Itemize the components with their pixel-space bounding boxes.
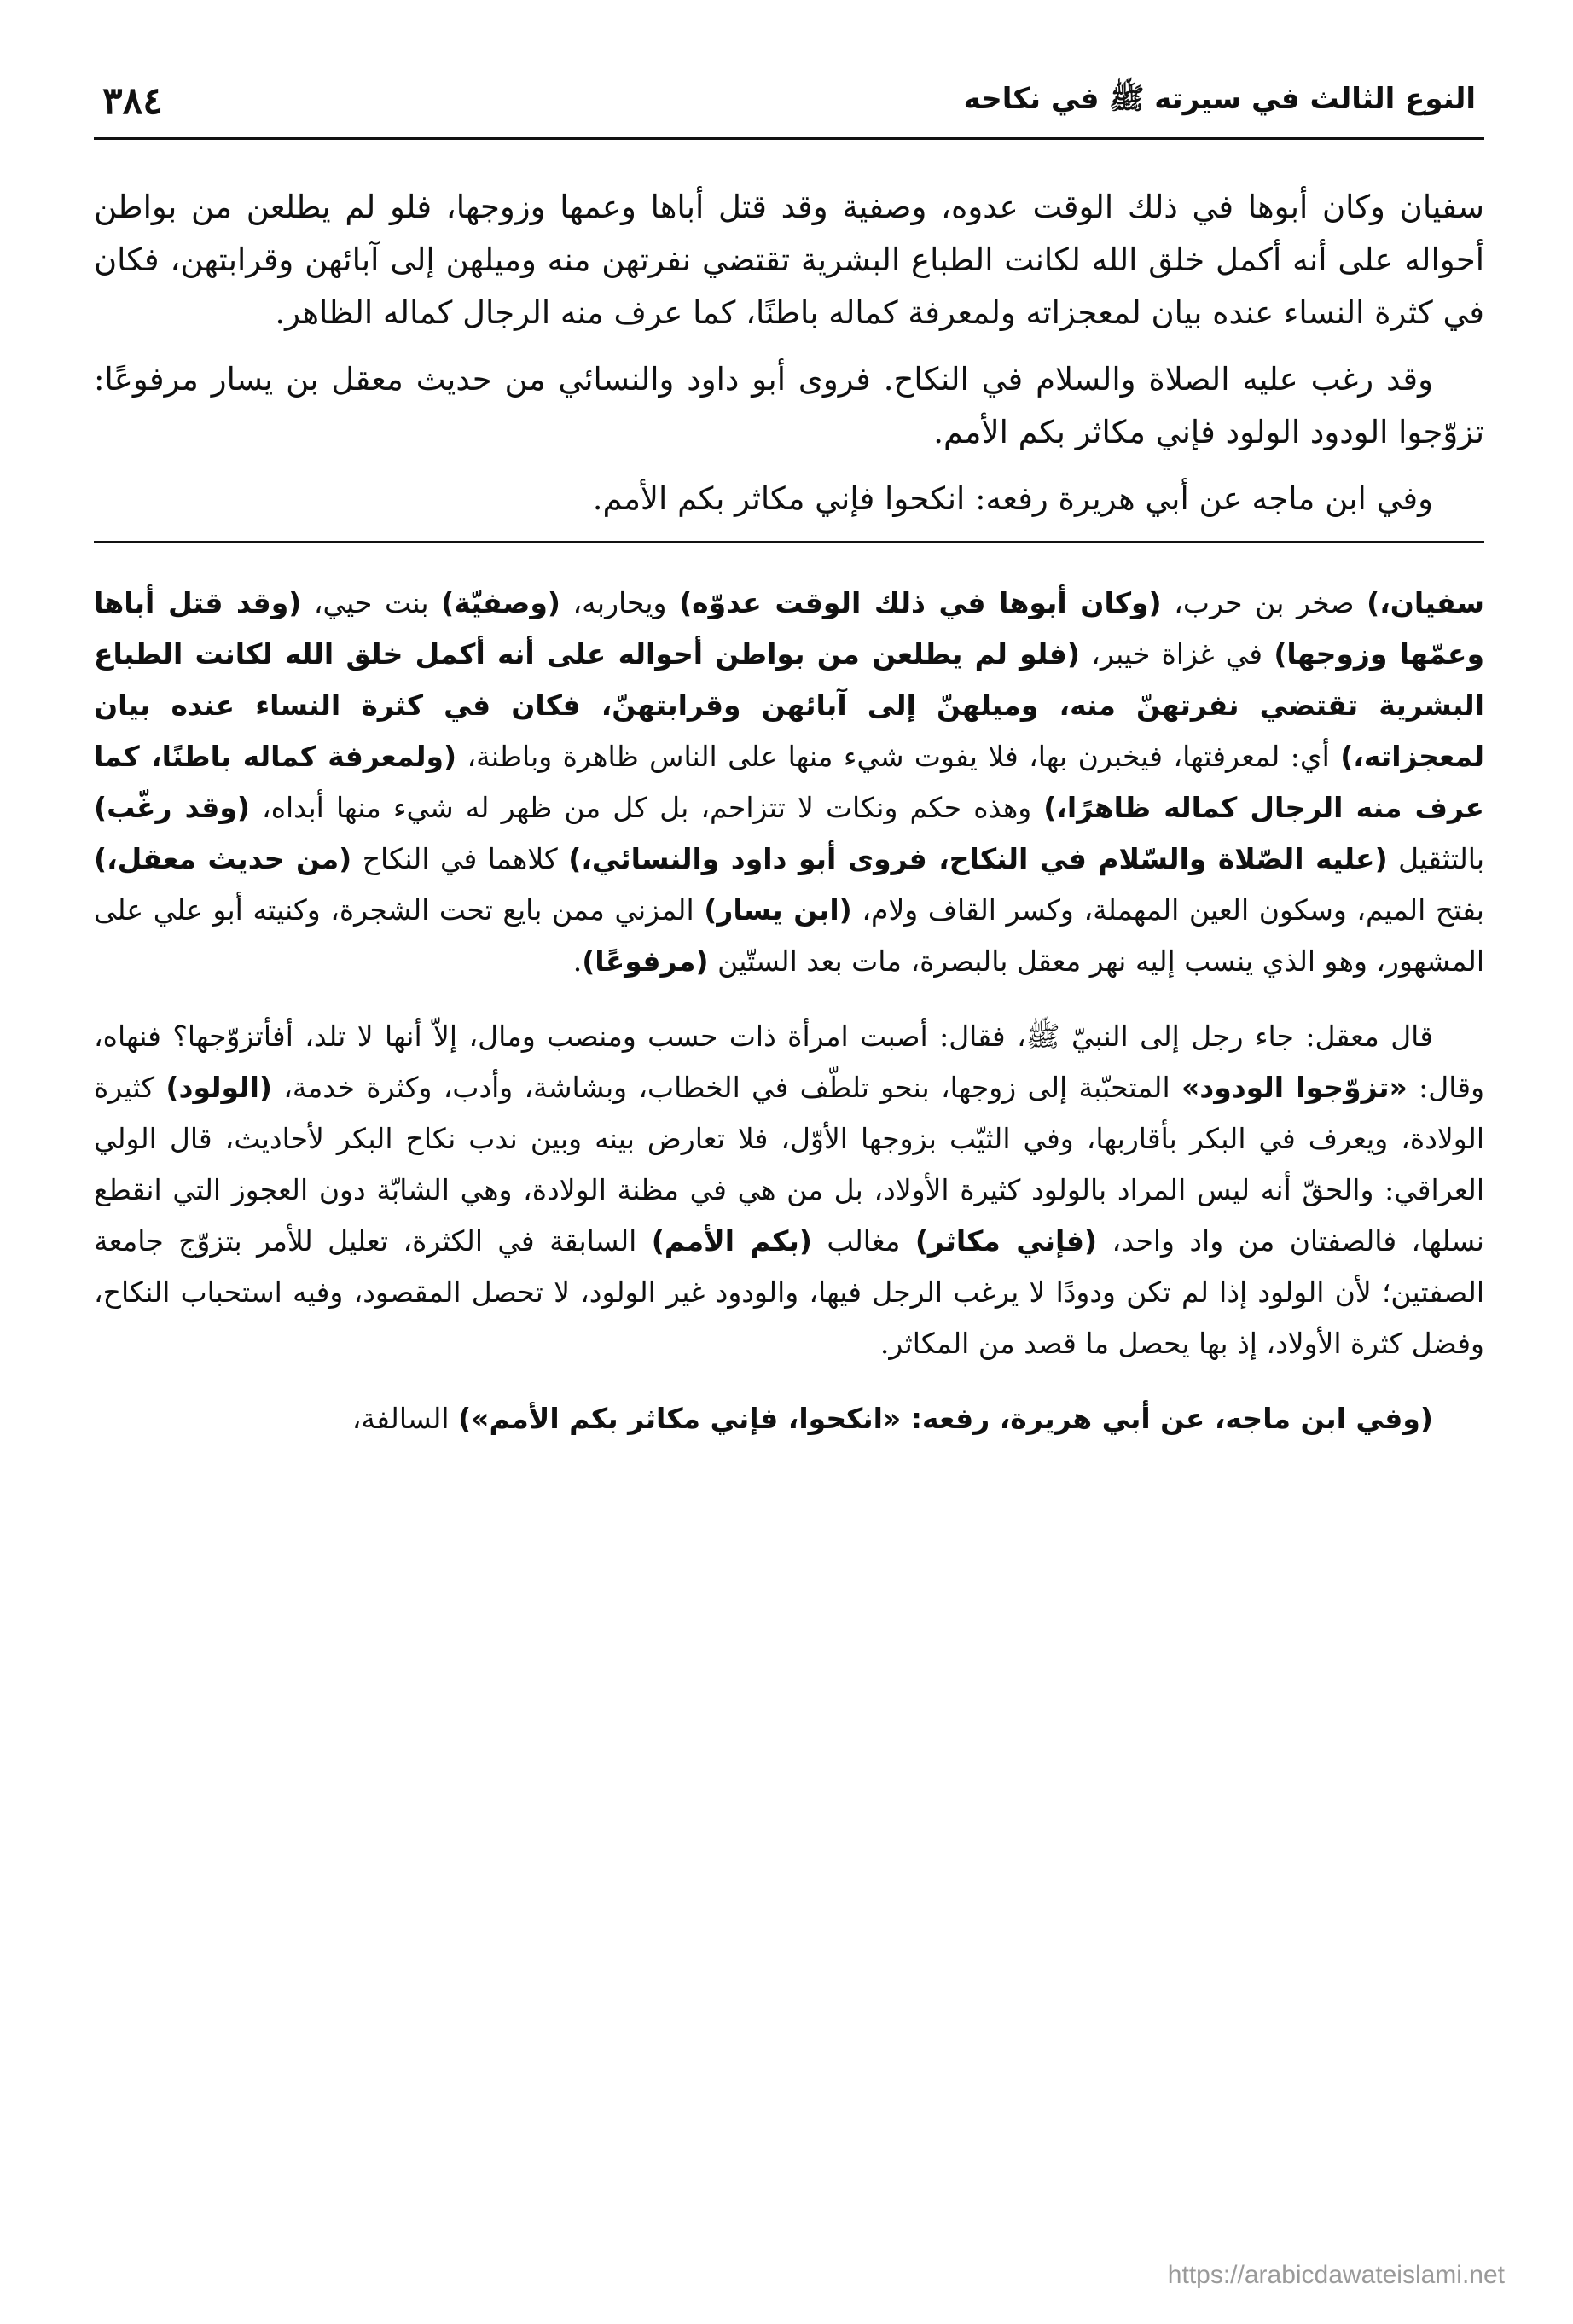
page-number: ٣٨٤ — [102, 79, 163, 123]
commentary — [94, 578, 1484, 1444]
commentary-paragraph: قال معقل: جاء رجل إلى النبيّ ﷺ، فقال: أصبت امرأة ذات حسب ومنصب ومال، إلاّ أنها لا تلد، أفأتزوّجها؟ فنهاه، وقال: «تزوّجوا الودود» المتحبّبة إلى زوجها، بنحو تلطّف في الخطاب، وبشاشة، وأدب، وكثرة خدمة، (الولود) كثيرة الولادة، ويعرف في البكر بأقاربها، وفي الثيّب بزوجها الأوّل، فلا تعارض بينه وبين ندب نكاح البكر لأحاديث، قال الولي العراقي: والحقّ أنه ليس المراد بالولود كثيرة الأولاد، بل من هي في مظنة الولادة، وهي الشابّة دون العجوز التي انقطع نسلها، فالصفتان من واد واحد، (فإني مكاثر) مغالب (بكم الأمم) السابقة في الكثرة، تعليل للأمر بتزوّج جامعة الصفتين؛ لأن الولود إذا لم تكن ودودًا لا يرغب الرجل فيها، والودود غير الولود، لا تحصل المقصود، وفيه استحباب النكاح، وفضل كثرة الأولاد، إذ بها يحصل ما قصد من المكاثر. — [94, 1020, 1485, 1360]
running-title: النوع الثالث في سيرته ﷺ في نكاحه — [963, 82, 1476, 116]
main-paragraph: وقد رغب عليه الصلاة والسلام في النكاح. فروى أبو داود والنسائي من حديث معقل بن يسار مرفوعًا: تزوّجوا الودود الولود فإني مكاثر بكم الأمم. — [94, 361, 1484, 450]
book-page — [94, 60, 1484, 2278]
main-text — [94, 181, 1484, 526]
watermark: https://arabicdawateislami.net — [1167, 2261, 1505, 2289]
header-rule — [94, 137, 1484, 140]
section-divider — [94, 541, 1484, 543]
main-paragraph: وفي ابن ماجه عن أبي هريرة رفعه: انكحوا فإني مكاثر بكم الأمم. — [592, 480, 1433, 517]
page-header — [94, 60, 1484, 123]
commentary-paragraph: سفيان،) صخر بن حرب، (وكان أبوها في ذلك الوقت عدوّه) ويحاربه، (وصفيّة) بنت حيي، (وقد قتل أباها وعمّها وزوجها) في غزاة خيبر، (فلو لم يطلعن من بواطن أحواله على أنه أكمل خلق الله لكانت الطباع البشرية تقتضي نفرتهنّ منه، وميلهنّ إلى آبائهن وقرابتهنّ، فكان في كثرة النساء عنده بيان لمعجزاته،) أي: لمعرفتها، فيخبرن بها، فلا يفوت شيء منها على الناس ظاهرة وباطنة، (ولمعرفة كماله باطنًا، كما عرف منه الرجال كماله ظاهرًا،) وهذه حكم ونكات لا تتزاحم، بل كل من ظهر له شيء منها أبداه، (وقد رغّب) بالتثقيل (عليه الصّلاة والسّلام في النكاح، فروى أبو داود والنسائي،) كلاهما في النكاح (من حديث معقل،) بفتح الميم، وسكون العين المهملة، وكسر القاف ولام، (ابن يسار) المزني ممن بايع تحت الشجرة، وكنيته أبو علي على المشهور، وهو الذي ينسب إليه نهر معقل بالبصرة، مات بعد الستّين (مرفوعًا). — [94, 586, 1485, 978]
commentary-paragraph: (وفي ابن ماجه، عن أبي هريرة، رفعه: «انكحوا، فإني مكاثر بكم الأمم») السالفة، — [351, 1402, 1433, 1435]
main-paragraph: سفيان وكان أبوها في ذلك الوقت عدوه، وصفية وقد قتل أباها وعمها وزوجها، فلو لم يطلعن من بواطن أحواله على أنه أكمل خلق الله لكانت الطباع البشرية تقتضي نفرتهن منه وميلهن إلى آبائهن وقرابتهن، فكان في كثرة النساء عنده بيان لمعجزاته ولمعرفة كماله باطنًا، كما عرف منه الرجال كماله الظاهر. — [94, 189, 1484, 331]
